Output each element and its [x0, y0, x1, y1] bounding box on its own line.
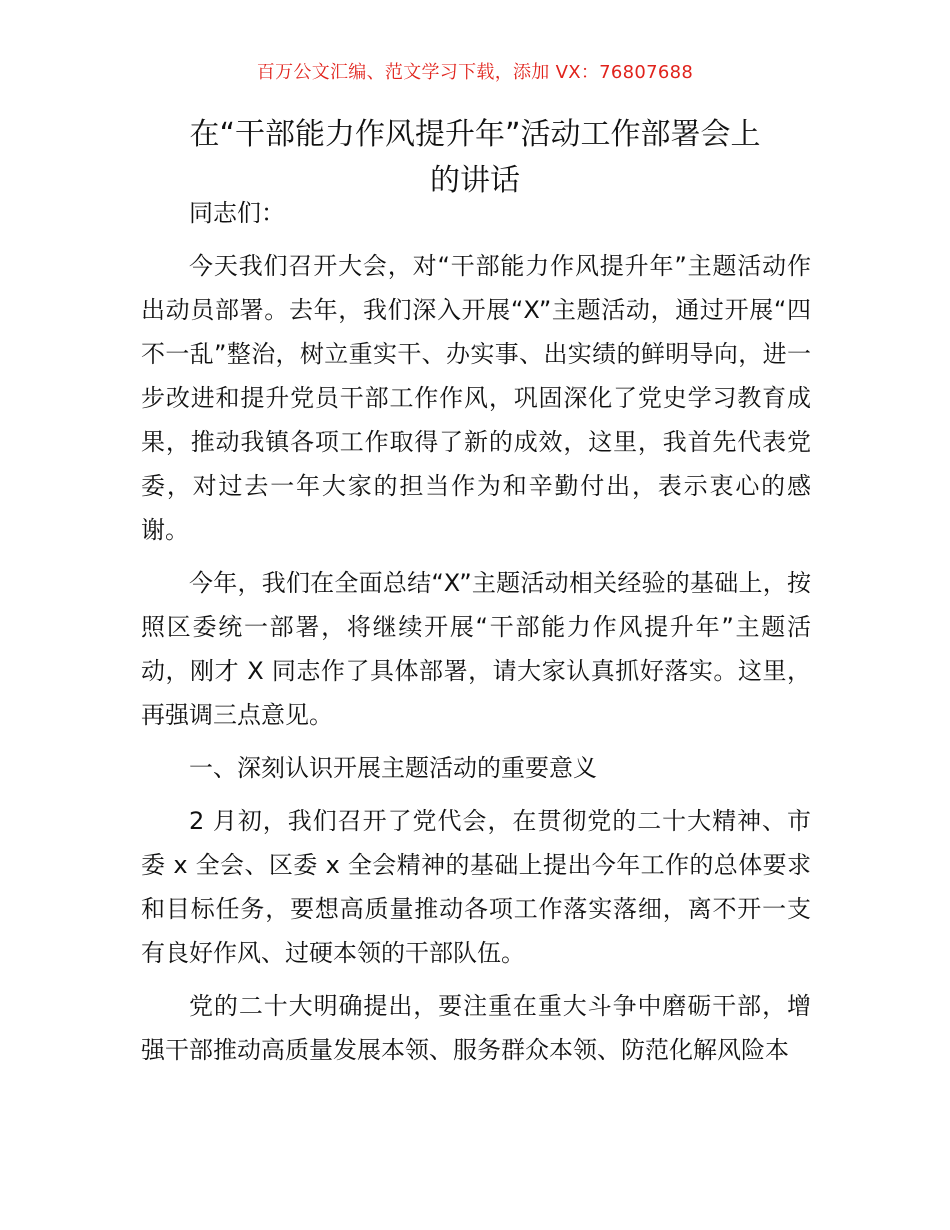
paragraph-3: 2 月初，我们召开了党代会，在贯彻党的二十大精神、市委 x 全会、区委 x 全会精神的基础上提出今年工作的总体要求和目标任务，要想高质量推动各项工作落实落细，离不开一支有良好作风、过硬本领的干部队伍。 [141, 807, 811, 967]
title-line-2: 的讲话 [430, 163, 520, 198]
document-body [141, 191, 811, 1081]
paragraph-2: 今年，我们在全面总结“X”主题活动相关经验的基础上，按照区委统一部署，将继续开展“干部能力作风提升年”主题活动，刚才 X 同志作了具体部署，请大家认真抓好落实。这里，再强调三点意见。 [141, 569, 811, 729]
title-line-1: 在“干部能力作风提升年”活动工作部署会上 [189, 117, 761, 152]
section-heading-1: 一、深刻认识开展主题活动的重要意义 [189, 754, 597, 782]
paragraph-1: 今天我们召开大会，对“干部能力作风提升年”主题活动作出动员部署。去年，我们深入开展“X”主题活动，通过开展“四不一乱”整治，树立重实干、办实事、出实绩的鲜明导向，进一步改进和提升党员干部工作作风，巩固深化了党史学习教育成果，推动我镇各项工作取得了新的成效，这里，我首先代表党委，对过去一年大家的担当作为和辛勤付出，表示衷心的感谢。 [141, 252, 811, 544]
paragraph-4: 党的二十大明确提出，要注重在重大斗争中磨砺干部，增强干部推动高质量发展本领、服务群众本领、防范化解风险本 [141, 992, 811, 1064]
salutation: 同志们： [189, 199, 285, 227]
header-banner: 百万公文汇编、范文学习下载，添加 VX：76807688 [256, 62, 694, 83]
